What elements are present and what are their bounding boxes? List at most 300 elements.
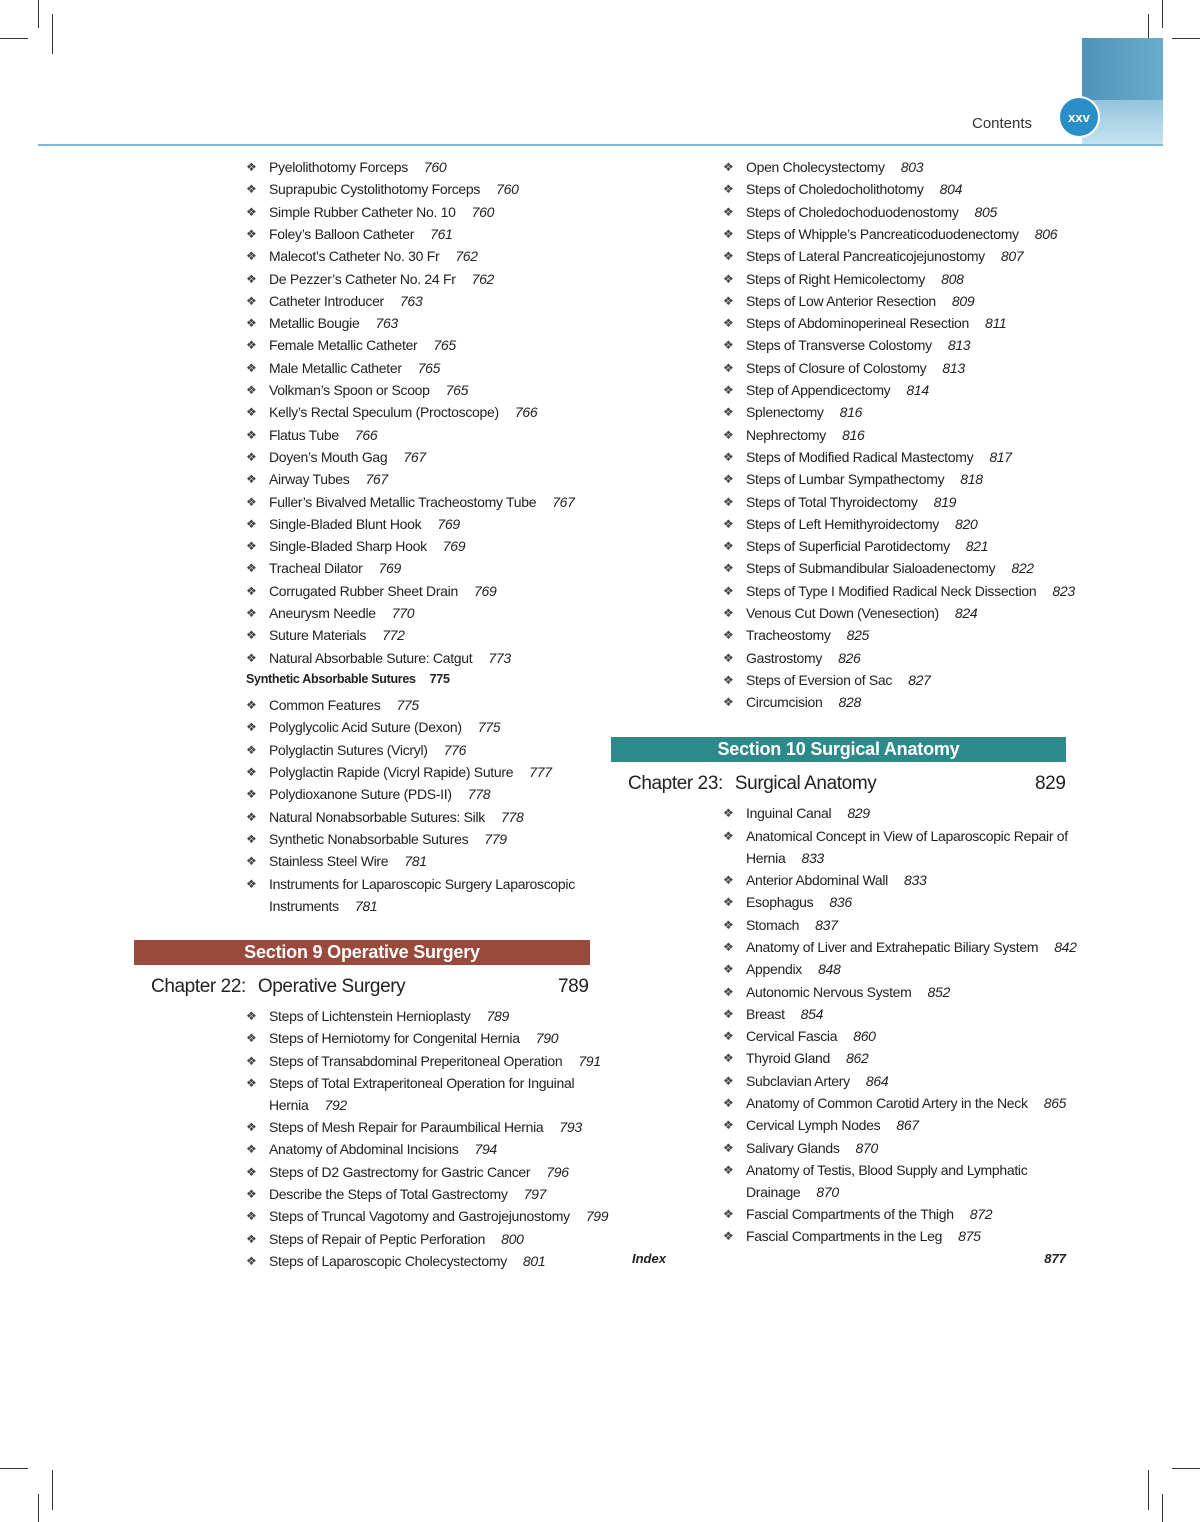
toc-entry[interactable] bbox=[723, 959, 841, 981]
bullet-icon: ❖ bbox=[246, 831, 257, 846]
crop-mark bbox=[0, 38, 28, 39]
toc-entry[interactable] bbox=[246, 425, 378, 447]
toc-entry-title: Foley’s Balloon Catheter bbox=[269, 225, 415, 242]
toc-entry[interactable] bbox=[723, 269, 964, 291]
toc-entry-page: 800 bbox=[501, 1230, 524, 1247]
bullet-icon: ❖ bbox=[723, 1229, 734, 1244]
bullet-icon: ❖ bbox=[723, 405, 734, 420]
toc-entry-title: Volkman’s Spoon or Scoop bbox=[269, 382, 430, 398]
bullet-icon: ❖ bbox=[246, 854, 257, 869]
toc-entry[interactable] bbox=[723, 1071, 889, 1093]
toc-entry[interactable] bbox=[723, 1160, 1028, 1203]
bullet-icon: ❖ bbox=[246, 1031, 257, 1046]
toc-entry-title: Male Metallic Catheter bbox=[269, 359, 402, 376]
toc-entry-title: Female Metallic Catheter bbox=[269, 337, 418, 354]
toc-entry[interactable] bbox=[723, 1115, 919, 1137]
running-head: Contents bbox=[972, 115, 1033, 132]
section-heading[interactable]: Section 9 Operative Surgery bbox=[134, 940, 590, 965]
toc-entry-page: 842 bbox=[1054, 938, 1077, 955]
bullet-icon: ❖ bbox=[246, 449, 257, 464]
bullet-icon: ❖ bbox=[723, 1207, 734, 1221]
toc-entry-page: 778 bbox=[500, 808, 524, 825]
bullet-icon: ❖ bbox=[246, 204, 257, 219]
toc-entry-title: Common Features bbox=[269, 697, 381, 713]
toc-entry-title: Steps of Lateral Pancreaticojejunostomy bbox=[746, 248, 985, 265]
bullet-icon: ❖ bbox=[723, 672, 734, 687]
toc-entry-title: Anatomical Concept in View of Laparoscopic Repair of bbox=[746, 828, 1068, 844]
toc-entry-title: Doyen’s Mouth Gag bbox=[269, 448, 388, 465]
toc-entry[interactable] bbox=[723, 313, 1007, 335]
bullet-icon: ❖ bbox=[723, 695, 734, 710]
toc-entry-title: Fuller’s Bivalved Metallic Tracheostomy Tube bbox=[269, 493, 537, 510]
bullet-icon: ❖ bbox=[723, 182, 734, 197]
toc-entry[interactable] bbox=[723, 1138, 879, 1160]
crop-mark bbox=[52, 14, 53, 54]
toc-entry-page: 833 bbox=[801, 849, 824, 866]
toc-entry-title: Catheter Introducer bbox=[269, 292, 384, 309]
toc-entry[interactable] bbox=[246, 851, 427, 873]
toc-entry[interactable] bbox=[246, 313, 398, 335]
toc-entry-page: 809 bbox=[951, 292, 975, 309]
toc-entry[interactable] bbox=[246, 246, 478, 268]
toc-entry-page: 765 bbox=[433, 337, 456, 354]
toc-entry[interactable] bbox=[723, 1204, 993, 1226]
toc-entry-page: 824 bbox=[954, 605, 978, 621]
crop-mark bbox=[1172, 1468, 1200, 1469]
bullet-icon: ❖ bbox=[246, 877, 257, 891]
bullet-icon: ❖ bbox=[723, 561, 734, 576]
toc-entry-page: 779 bbox=[484, 830, 507, 847]
toc-entry-title: Steps of Total Extraperitoneal Operation for Inguinal bbox=[269, 1075, 575, 1091]
toc-entry[interactable] bbox=[723, 670, 931, 692]
bullet-icon: ❖ bbox=[723, 160, 734, 174]
toc-entry[interactable] bbox=[246, 179, 519, 201]
toc-entry-title: Step of Appendicectomy bbox=[746, 382, 891, 398]
toc-entry[interactable] bbox=[246, 829, 507, 851]
toc-entry-title: Nephrectomy bbox=[746, 426, 826, 443]
toc-entry-title: Thyroid Gland bbox=[746, 1050, 831, 1067]
toc-entry[interactable] bbox=[723, 380, 929, 402]
toc-entry-page: 803 bbox=[900, 159, 924, 175]
bullet-icon: ❖ bbox=[246, 360, 257, 375]
bullet-icon: ❖ bbox=[723, 1006, 734, 1021]
bullet-icon: ❖ bbox=[246, 427, 257, 442]
toc-entry-page: 872 bbox=[969, 1206, 993, 1222]
toc-entry-title: Steps of Abdominoperineal Resection bbox=[746, 315, 969, 332]
bullet-icon: ❖ bbox=[246, 720, 257, 735]
toc-entry[interactable] bbox=[723, 648, 861, 670]
bullet-icon: ❖ bbox=[246, 1120, 257, 1134]
toc-entry-page: 808 bbox=[941, 270, 964, 287]
toc-entry[interactable] bbox=[246, 402, 538, 424]
toc-entry-title: Salivary Glands bbox=[746, 1139, 840, 1156]
bullet-icon: ❖ bbox=[723, 472, 734, 487]
toc-entry-title: Suture Materials bbox=[269, 627, 367, 644]
toc-entry[interactable] bbox=[246, 1251, 546, 1273]
toc-entry-title: Breast bbox=[746, 1005, 785, 1022]
crop-mark bbox=[38, 0, 39, 28]
toc-entry-page: 792 bbox=[324, 1096, 347, 1113]
toc-entry[interactable] bbox=[246, 514, 460, 536]
toc-entry[interactable] bbox=[246, 625, 405, 647]
bullet-icon: ❖ bbox=[723, 628, 734, 643]
toc-entry-page: 789 bbox=[486, 1008, 509, 1024]
toc-entry-title: Steps of Herniotomy for Congenital Hernia bbox=[269, 1030, 520, 1047]
toc-entry-page: 860 bbox=[853, 1028, 876, 1045]
crop-mark bbox=[38, 1494, 39, 1522]
toc-entry-page: 762 bbox=[455, 248, 478, 265]
toc-entry-page: 772 bbox=[382, 627, 405, 644]
bullet-icon: ❖ bbox=[723, 939, 734, 954]
bullet-icon: ❖ bbox=[246, 160, 257, 174]
toc-entry[interactable] bbox=[723, 402, 863, 424]
toc-entry-title: Tracheostomy bbox=[746, 627, 831, 644]
toc-entry[interactable] bbox=[246, 380, 469, 402]
chapter-number: Chapter 23: bbox=[628, 773, 723, 794]
toc-entry-title: Single-Bladed Sharp Hook bbox=[269, 538, 427, 555]
bullet-icon: ❖ bbox=[723, 539, 734, 554]
toc-entry[interactable] bbox=[246, 269, 495, 291]
toc-entry[interactable] bbox=[246, 224, 453, 246]
toc-entry-title: Steps of Choledochoduodenostomy bbox=[746, 203, 959, 220]
crop-mark bbox=[0, 1468, 28, 1469]
chapter-page: 829 bbox=[1035, 773, 1066, 794]
toc-entry-title: Natural Nonabsorbable Sutures: Silk bbox=[269, 808, 485, 825]
toc-entry-page: 777 bbox=[529, 763, 552, 780]
toc-entry-title: Cervical Lymph Nodes bbox=[746, 1117, 881, 1134]
toc-entry-page: 763 bbox=[399, 292, 423, 309]
toc-entry-title: Describe the Steps of Total Gastrectomy bbox=[269, 1185, 508, 1202]
subsection-title: Synthetic Absorbable Sutures bbox=[246, 671, 416, 686]
bullet-icon: ❖ bbox=[723, 873, 734, 887]
toc-entry[interactable] bbox=[246, 358, 441, 380]
toc-entry[interactable] bbox=[723, 558, 1034, 580]
toc-entry-page: 790 bbox=[535, 1030, 559, 1047]
toc-entry-page: 781 bbox=[404, 853, 427, 870]
toc-entry[interactable] bbox=[723, 291, 975, 313]
toc-entry-page: 825 bbox=[846, 627, 870, 644]
toc-entry-page: 816 bbox=[839, 404, 863, 421]
bullet-icon: ❖ bbox=[246, 405, 257, 420]
toc-entry-title: Kelly’s Rectal Speculum (Proctoscope) bbox=[269, 404, 499, 421]
bullet-icon: ❖ bbox=[246, 182, 257, 197]
toc-entry[interactable] bbox=[723, 335, 971, 357]
toc-entry[interactable] bbox=[723, 425, 865, 447]
bullet-icon: ❖ bbox=[246, 1186, 257, 1201]
toc-entry-title: Suprapubic Cystolithotomy Forceps bbox=[269, 181, 481, 198]
toc-entry[interactable] bbox=[246, 1051, 601, 1073]
toc-entry-page: 769 bbox=[378, 560, 401, 577]
toc-entry[interactable] bbox=[246, 784, 491, 806]
toc-entry[interactable] bbox=[723, 358, 965, 380]
toc-entry-title: Malecot’s Catheter No. 30 Fr bbox=[269, 248, 440, 265]
bullet-icon: ❖ bbox=[723, 829, 734, 843]
toc-entry-title: Autonomic Nervous System bbox=[746, 983, 912, 1000]
bullet-icon: ❖ bbox=[723, 583, 734, 598]
bullet-icon: ❖ bbox=[246, 698, 257, 712]
toc-entry-title: Inguinal Canal bbox=[746, 805, 832, 821]
toc-entry-page: 837 bbox=[815, 916, 838, 933]
toc-entry-title: Steps of Whipple’s Pancreaticoduodenectomy bbox=[746, 225, 1019, 242]
toc-entry-title: Steps of Mesh Repair for Paraumbilical Hernia bbox=[269, 1119, 544, 1135]
bullet-icon: ❖ bbox=[246, 293, 257, 308]
bullet-icon: ❖ bbox=[723, 226, 734, 241]
toc-entry[interactable] bbox=[723, 224, 1058, 246]
toc-entry[interactable] bbox=[246, 1229, 524, 1251]
toc-entry[interactable] bbox=[723, 1226, 981, 1248]
subsection-heading[interactable] bbox=[246, 672, 450, 686]
toc-entry[interactable] bbox=[246, 1184, 547, 1206]
bullet-icon: ❖ bbox=[246, 539, 257, 554]
bullet-icon: ❖ bbox=[246, 628, 257, 643]
bullet-icon: ❖ bbox=[246, 226, 257, 241]
toc-entry-title: Gastrostomy bbox=[746, 649, 823, 666]
toc-entry[interactable] bbox=[246, 1006, 509, 1028]
toc-entry-title-cont bbox=[746, 848, 1068, 870]
toc-entry-title: Esophagus bbox=[746, 894, 814, 911]
toc-entry[interactable] bbox=[246, 603, 415, 625]
toc-entry-title: Flatus Tube bbox=[269, 426, 339, 443]
toc-entry[interactable] bbox=[246, 447, 426, 469]
toc-entry[interactable] bbox=[246, 874, 575, 917]
toc-entry-title: Cervical Fascia bbox=[746, 1028, 838, 1045]
toc-entry-title-cont bbox=[269, 896, 575, 918]
section-heading[interactable]: Section 10 Surgical Anatomy bbox=[611, 737, 1066, 762]
bullet-icon: ❖ bbox=[246, 1253, 257, 1268]
toc-entry-title: Steps of Lichtenstein Hernioplasty bbox=[269, 1008, 471, 1024]
toc-entry-title: Steps of Modified Radical Mastectomy bbox=[746, 448, 974, 465]
toc-entry-page: 770 bbox=[391, 605, 415, 621]
bullet-icon: ❖ bbox=[723, 249, 734, 264]
toc-entry-title: Steps of Left Hemithyroidectomy bbox=[746, 515, 940, 532]
toc-entry[interactable] bbox=[723, 603, 978, 625]
bullet-icon: ❖ bbox=[723, 1051, 734, 1066]
chapter-number: Chapter 22: bbox=[151, 976, 246, 997]
chapter-heading[interactable] bbox=[628, 773, 876, 795]
bullet-icon: ❖ bbox=[723, 1140, 734, 1155]
bullet-icon: ❖ bbox=[723, 516, 734, 531]
toc-entry[interactable] bbox=[246, 1162, 569, 1184]
toc-entry-title: Anatomy of Common Carotid Artery in the Neck bbox=[746, 1095, 1028, 1111]
toc-entry-page: 801 bbox=[522, 1252, 546, 1269]
toc-entry-page: 760 bbox=[496, 181, 519, 198]
toc-entry-page: 766 bbox=[514, 404, 538, 421]
toc-entry-page: 799 bbox=[585, 1208, 609, 1225]
toc-entry-title: Drainage bbox=[746, 1183, 801, 1200]
toc-entry[interactable] bbox=[246, 1073, 575, 1116]
toc-entry-page: 822 bbox=[1011, 560, 1034, 577]
toc-entry-page: 828 bbox=[838, 694, 861, 711]
toc-entry[interactable] bbox=[246, 648, 511, 670]
toc-entry-title: Steps of Submandibular Sialoadenectomy bbox=[746, 560, 996, 577]
bullet-icon: ❖ bbox=[246, 516, 257, 531]
toc-entry-title: Steps of Laparoscopic Cholecystectomy bbox=[269, 1252, 507, 1269]
toc-entry[interactable] bbox=[246, 558, 401, 580]
toc-entry-title: Steps of D2 Gastrectomy for Gastric Cancer bbox=[269, 1163, 531, 1180]
toc-entry-page: 807 bbox=[1000, 248, 1024, 265]
toc-entry-page: 760 bbox=[471, 203, 495, 220]
toc-entry-title: Steps of Superficial Parotidectomy bbox=[746, 538, 950, 555]
toc-entry[interactable] bbox=[723, 692, 861, 714]
crop-mark bbox=[1162, 1494, 1163, 1522]
toc-entry[interactable] bbox=[723, 915, 838, 937]
toc-entry-title: Fascial Compartments of the Thigh bbox=[746, 1206, 954, 1222]
chapter-heading[interactable] bbox=[151, 976, 405, 998]
toc-entry[interactable] bbox=[723, 469, 983, 491]
toc-entry-title: Stainless Steel Wire bbox=[269, 853, 389, 870]
toc-entry[interactable] bbox=[723, 536, 989, 558]
crop-mark bbox=[1148, 1470, 1149, 1510]
toc-entry[interactable] bbox=[246, 291, 423, 313]
toc-entry-page: 823 bbox=[1052, 582, 1075, 599]
bullet-icon: ❖ bbox=[246, 1209, 257, 1224]
toc-entry-title: Anterior Abdominal Wall bbox=[746, 872, 888, 888]
toc-entry-page: 854 bbox=[800, 1005, 824, 1022]
toc-entry[interactable] bbox=[723, 447, 1012, 469]
toc-entry-page: 818 bbox=[960, 471, 983, 488]
toc-entry[interactable] bbox=[246, 807, 524, 829]
toc-entry-page: 769 bbox=[437, 515, 460, 532]
toc-entry-page: 791 bbox=[578, 1052, 601, 1069]
toc-entry-title: Pyelolithotomy Forceps bbox=[269, 159, 408, 175]
toc-entry-title: Steps of Lumbar Sympathectomy bbox=[746, 471, 945, 488]
bullet-icon: ❖ bbox=[723, 1029, 734, 1044]
toc-entry[interactable] bbox=[723, 803, 870, 825]
toc-entry[interactable] bbox=[723, 1026, 876, 1048]
toc-entry-page: 793 bbox=[559, 1119, 582, 1135]
toc-entry-page: 794 bbox=[474, 1141, 497, 1158]
bullet-icon: ❖ bbox=[723, 383, 734, 397]
bullet-icon: ❖ bbox=[723, 650, 734, 665]
bullet-icon: ❖ bbox=[723, 271, 734, 286]
toc-entry-title: Steps of Truncal Vagotomy and Gastrojejunostomy bbox=[269, 1208, 570, 1225]
toc-entry-page: 760 bbox=[423, 159, 447, 175]
toc-entry[interactable] bbox=[246, 695, 419, 717]
toc-entry-page: 769 bbox=[473, 582, 497, 599]
toc-entry[interactable] bbox=[723, 1048, 869, 1070]
bullet-icon: ❖ bbox=[246, 561, 257, 576]
toc-entry[interactable] bbox=[723, 202, 997, 224]
toc-entry[interactable] bbox=[723, 581, 1075, 603]
bullet-icon: ❖ bbox=[246, 1164, 257, 1179]
toc-entry-title: Circumcision bbox=[746, 694, 823, 711]
toc-entry[interactable] bbox=[246, 202, 495, 224]
bullet-icon: ❖ bbox=[723, 984, 734, 999]
toc-entry[interactable] bbox=[723, 514, 978, 536]
chapter-title: Surgical Anatomy bbox=[734, 773, 877, 794]
bullet-icon: ❖ bbox=[246, 1076, 257, 1090]
toc-entry-title: Subclavian Artery bbox=[746, 1072, 850, 1089]
toc-entry-page: 766 bbox=[354, 426, 378, 443]
toc-entry-title: Polyglactin Sutures (Vicryl) bbox=[269, 741, 428, 758]
toc-entry-page: 797 bbox=[523, 1185, 547, 1202]
toc-entry-page: 820 bbox=[955, 515, 978, 532]
toc-entry-title: Steps of Low Anterior Resection bbox=[746, 292, 936, 309]
bullet-icon: ❖ bbox=[723, 316, 734, 331]
bullet-icon: ❖ bbox=[246, 249, 257, 264]
toc-entry-page: 875 bbox=[958, 1228, 981, 1245]
toc-entry[interactable] bbox=[246, 335, 456, 357]
bullet-icon: ❖ bbox=[246, 1053, 257, 1068]
bullet-icon: ❖ bbox=[246, 383, 257, 397]
toc-entry[interactable] bbox=[723, 982, 950, 1004]
toc-entry[interactable] bbox=[246, 762, 552, 784]
toc-entry[interactable] bbox=[246, 740, 467, 762]
toc-entry-page: 817 bbox=[989, 448, 1012, 465]
toc-entry-title: Anatomy of Liver and Extrahepatic Biliary System bbox=[746, 938, 1039, 955]
toc-entry-page: 852 bbox=[927, 983, 950, 1000]
chapter-title: Operative Surgery bbox=[257, 976, 406, 997]
toc-entry-title: Splenectomy bbox=[746, 404, 824, 421]
toc-entry-page: 761 bbox=[430, 225, 453, 242]
toc-entry[interactable] bbox=[246, 1139, 497, 1161]
toc-entry[interactable] bbox=[246, 1117, 582, 1139]
toc-entry[interactable] bbox=[723, 179, 963, 201]
toc-entry-page: 765 bbox=[445, 382, 469, 398]
toc-entry[interactable] bbox=[246, 717, 501, 739]
toc-entry[interactable] bbox=[723, 246, 1024, 268]
toc-entry[interactable] bbox=[246, 469, 388, 491]
toc-entry-page: 806 bbox=[1034, 225, 1058, 242]
toc-entry-title: Anatomy of Testis, Blood Supply and Lymphatic bbox=[746, 1162, 1028, 1178]
chapter-page: 789 bbox=[558, 976, 589, 997]
toc-entry-page: 821 bbox=[965, 538, 989, 555]
bullet-icon: ❖ bbox=[246, 472, 257, 487]
toc-entry-page: 826 bbox=[838, 649, 861, 666]
toc-entry-page: 867 bbox=[896, 1117, 919, 1134]
toc-entry[interactable] bbox=[246, 536, 466, 558]
bullet-icon: ❖ bbox=[246, 1009, 257, 1023]
toc-entry-page: 816 bbox=[841, 426, 865, 443]
toc-entry[interactable] bbox=[723, 826, 1068, 869]
bullet-icon: ❖ bbox=[723, 962, 734, 977]
toc-entry-title: Natural Absorbable Suture: Catgut bbox=[269, 649, 473, 666]
bullet-icon: ❖ bbox=[723, 494, 734, 509]
toc-entry[interactable] bbox=[723, 157, 924, 179]
toc-entry-title: Hernia bbox=[269, 1096, 309, 1113]
bullet-icon: ❖ bbox=[723, 427, 734, 442]
toc-entry-title: Steps of Closure of Colostomy bbox=[746, 359, 927, 376]
toc-entry[interactable] bbox=[246, 1206, 609, 1228]
toc-entry[interactable] bbox=[246, 157, 447, 179]
bullet-icon: ❖ bbox=[723, 204, 734, 219]
toc-entry-title: Polydioxanone Suture (PDS-II) bbox=[269, 786, 452, 803]
toc-entry[interactable] bbox=[723, 870, 927, 892]
toc-entry[interactable] bbox=[723, 937, 1077, 959]
toc-entry-title: Single-Bladed Blunt Hook bbox=[269, 515, 422, 532]
toc-entry[interactable] bbox=[723, 892, 852, 914]
toc-entry-title: Steps of Right Hemicolectomy bbox=[746, 270, 926, 287]
bullet-icon: ❖ bbox=[246, 787, 257, 802]
bullet-icon: ❖ bbox=[246, 1142, 257, 1157]
toc-entry-title: Open Cholecystectomy bbox=[746, 159, 885, 175]
toc-entry[interactable] bbox=[723, 625, 870, 647]
toc-entry-title-cont bbox=[746, 1182, 1027, 1204]
bullet-icon: ❖ bbox=[723, 360, 734, 375]
toc-entry[interactable] bbox=[723, 1004, 824, 1026]
index-entry-label[interactable]: Index bbox=[632, 1251, 666, 1266]
bullet-icon: ❖ bbox=[723, 1118, 734, 1133]
toc-entry-title: Instruments for Laparoscopic Surgery Laparoscopic bbox=[269, 876, 575, 892]
toc-entry[interactable] bbox=[246, 492, 575, 514]
toc-entry[interactable] bbox=[246, 1028, 559, 1050]
toc-entry[interactable] bbox=[723, 1093, 1067, 1115]
toc-entry-title: Steps of Transabdominal Preperitoneal Operation bbox=[269, 1052, 563, 1069]
toc-entry-page: 796 bbox=[546, 1163, 569, 1180]
toc-entry-page: 819 bbox=[933, 493, 957, 510]
toc-entry[interactable] bbox=[723, 492, 957, 514]
toc-entry[interactable] bbox=[246, 581, 497, 603]
